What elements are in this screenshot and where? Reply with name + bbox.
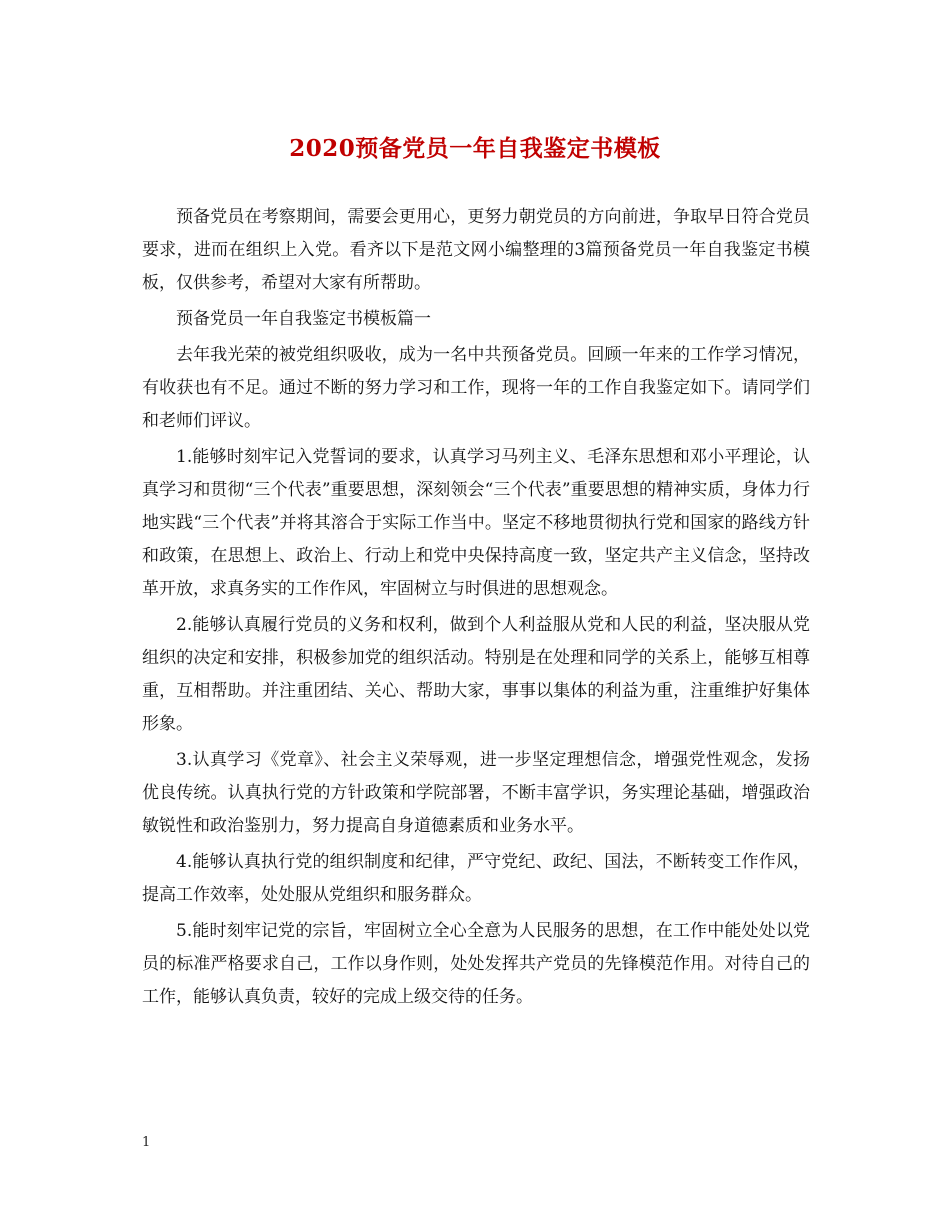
document-body (142, 201, 810, 1017)
document-title: 2020预备党员一年自我鉴定书模板 (289, 135, 661, 162)
paragraph-item-2: 2.能够认真履行党员的义务和权利，做到个人利益服从党和人民的利益，坚决服从党组织的决定和安排，积极参加党的组织活动。特别是在处理和同学的关系上，能够互相尊重，互相帮助。并注重团结、关心、帮助大家，事事以集体的利益为重，注重维护好集体形象。 (142, 615, 810, 734)
paragraph-review: 去年我光荣的被党组织吸收，成为一名中共预备党员。回顾一年来的工作学习情况，有收获也有不足。通过不断的努力学习和工作，现将一年的工作自我鉴定如下。请同学们和老师们评议。 (142, 345, 810, 431)
section-heading: 预备党员一年自我鉴定书模板篇一 (176, 309, 431, 329)
paragraph-item-1: 1.能够时刻牢记入党誓词的要求，认真学习马列主义、毛泽东思想和邓小平理论，认真学习和贯彻“三个代表”重要思想，深刻领会“三个代表”重要思想的精神实质，身体力行地实践“三个代表”并将其溶合于实际工作当中。坚定不移地贯彻执行党和国家的路线方针和政策，在思想上、政治上、行动上和党中央保持高度一致，坚定共产主义信念，坚持改革开放，求真务实的工作作风，牢固树立与时俱进的思想观念。 (142, 447, 810, 599)
paragraph-item-3: 3.认真学习《党章》、社会主义荣辱观，进一步坚定理想信念，增强党性观念，发扬优良传统。认真执行党的方针政策和学院部署，不断丰富学识，务实理论基础，增强政治敏锐性和政治鉴别力，努力提高自身道德素质和业务水平。 (142, 750, 810, 836)
page-number: 1 (142, 1135, 151, 1150)
paragraph-item-5: 5.能时刻牢记党的宗旨，牢固树立全心全意为人民服务的思想，在工作中能处处以党员的标准严格要求自己，工作以身作则，处处发挥共产党员的先锋模范作用。对待自己的工作，能够认真负责，较好的完成上级交待的任务。 (142, 921, 810, 1007)
paragraph-intro: 预备党员在考察期间，需要会更用心，更努力朝党员的方向前进，争取早日符合党员要求，进而在组织上入党。看齐以下是范文网小编整理的3篇预备党员一年自我鉴定书模板，仅供参考，希望对大家有所帮助。 (142, 207, 810, 293)
paragraph-item-4: 4.能够认真执行党的组织制度和纪律，严守党纪、政纪、国法，不断转变工作作风，提高工作效率，处处服从党组织和服务群众。 (142, 852, 810, 905)
